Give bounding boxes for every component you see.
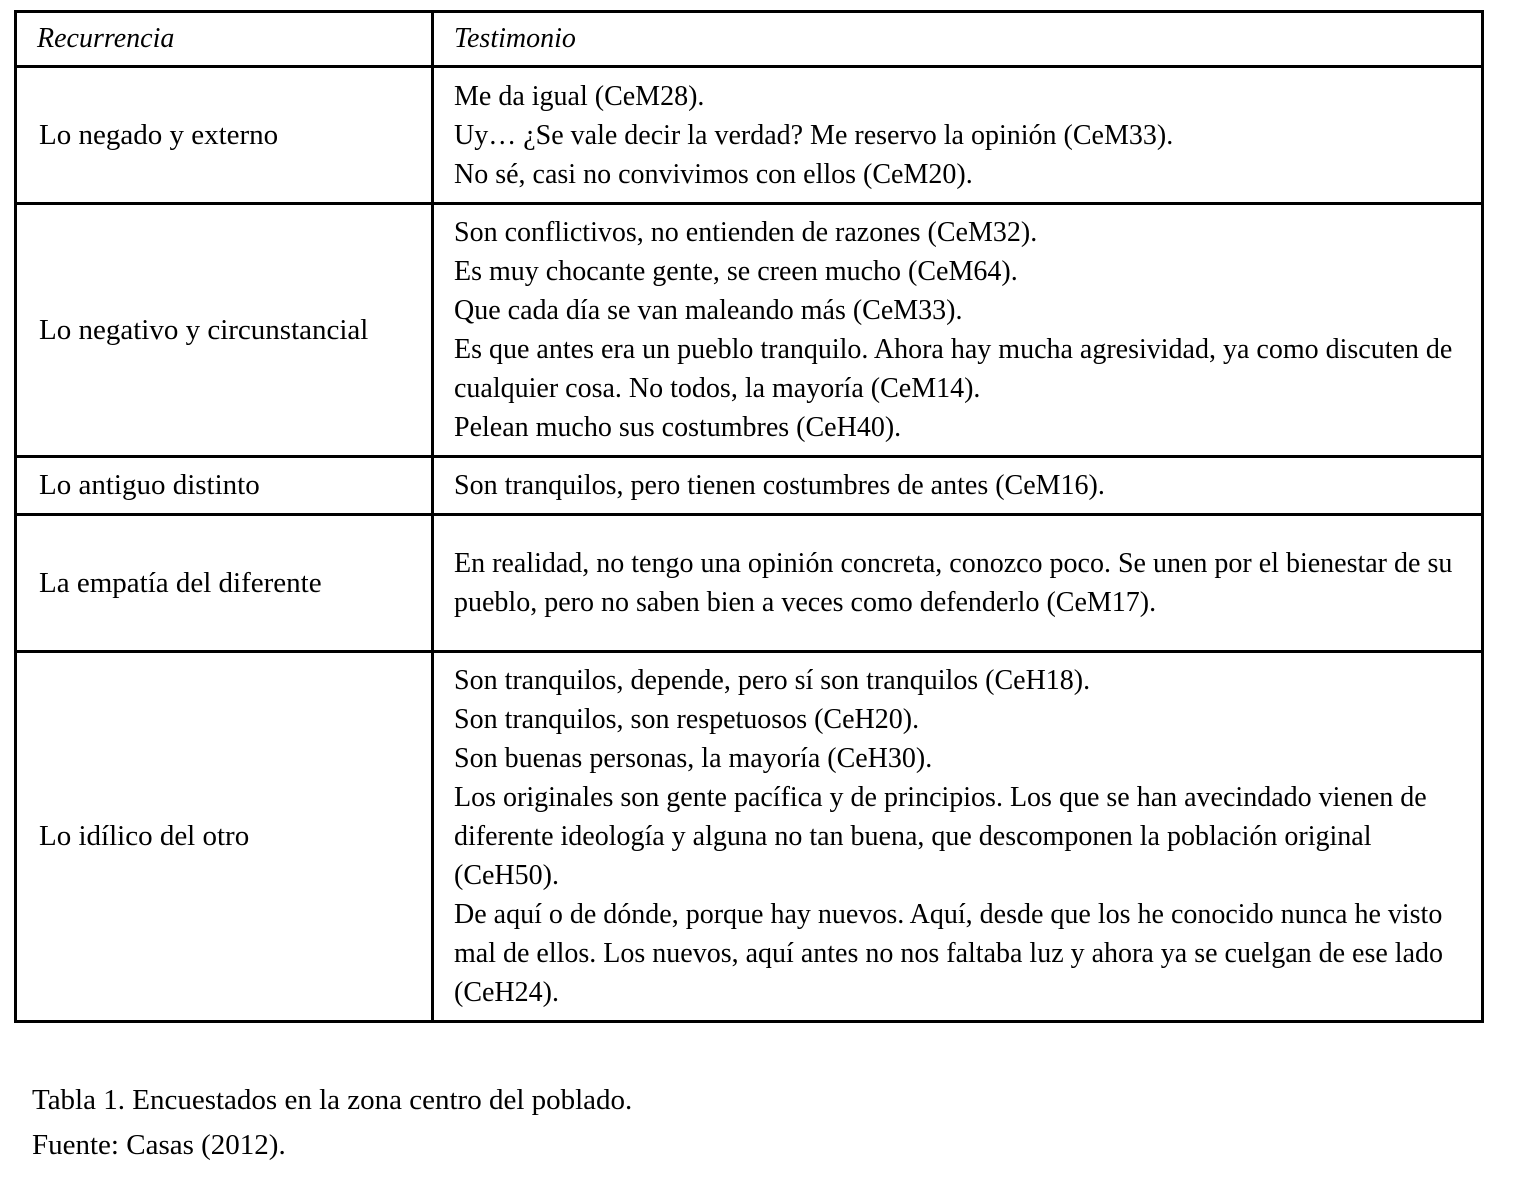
header-recurrencia: Recurrencia	[16, 12, 433, 67]
testimonio-line: Son tranquilos, depende, pero sí son tranquilos (CeH18).	[454, 665, 1091, 696]
testimonio-cell	[433, 457, 1483, 515]
testimonio-line: Me da igual (CeM28).	[454, 80, 705, 112]
table-caption	[32, 1078, 632, 1168]
testimonio-line: Es muy chocante gente, se creen mucho (CeM64).	[454, 256, 1018, 287]
testimonio-cell	[433, 515, 1483, 652]
testimonio-cell	[433, 67, 1483, 204]
caption-source: Fuente: Casas (2012).	[32, 1129, 286, 1161]
testimonio-line: Es que antes era un pueblo tranquilo. Ahora hay mucha agresividad, ya como discuten de cualquier cosa. No todos, la mayoría (CeM14).	[454, 334, 1453, 404]
table-row	[16, 652, 1483, 1022]
testimonio-line: Son tranquilos, son respetuosos (CeH20).	[454, 704, 920, 735]
testimonio-line: De aquí o de dónde, porque hay nuevos. Aquí, desde que los he conocido nunca he visto mal de ellos. Los nuevos, aquí antes no nos faltaba luz y ahora ya se cuelgan de ese lado (CeH24).	[454, 899, 1444, 1008]
testimonio-cell	[433, 204, 1483, 457]
recurrencia-cell: Lo negado y externo	[16, 67, 433, 204]
testimonio-cell	[433, 652, 1483, 1022]
recurrencia-cell: La empatía del diferente	[16, 515, 433, 652]
recurrencia-cell: Lo negativo y circunstancial	[16, 204, 433, 457]
recurrencia-cell: Lo idílico del otro	[16, 652, 433, 1022]
recurrencia-testimonio-table	[14, 10, 1484, 1023]
table-row	[16, 515, 1483, 652]
testimonio-line: En realidad, no tengo una opinión concreta, conozco poco. Se unen por el bienestar de su pueblo, pero no saben bien a veces como defenderlo (CeM17).	[454, 548, 1453, 618]
table-row	[16, 457, 1483, 515]
page	[14, 10, 1484, 1161]
recurrencia-cell: Lo antiguo distinto	[16, 457, 433, 515]
table-header	[16, 12, 1483, 67]
table-body	[16, 67, 1483, 1022]
testimonio-line: Son conflictivos, no entienden de razones (CeM32).	[454, 217, 1038, 248]
testimonio-line: Pelean mucho sus costumbres (CeH40).	[454, 412, 902, 443]
testimonio-line: Los originales son gente pacífica y de principios. Los que se han avecindado vienen de diferente ideología y alguna no tan buena, que descomponen la población original (CeH50).	[454, 782, 1427, 891]
testimonio-line: Que cada día se van maleando más (CeM33).	[454, 295, 963, 326]
header-row	[16, 12, 1483, 67]
table-row	[16, 204, 1483, 457]
testimonio-line: Uy… ¿Se vale decir la verdad? Me reservo la opinión (CeM33).	[454, 119, 1174, 151]
testimonio-line: Son buenas personas, la mayoría (CeH30).	[454, 743, 933, 774]
header-testimonio: Testimonio	[433, 12, 1483, 67]
testimonio-line: Son tranquilos, pero tienen costumbres de antes (CeM16).	[454, 470, 1105, 501]
caption-title: Tabla 1. Encuestados en la zona centro del poblado.	[32, 1084, 633, 1116]
testimonio-line: No sé, casi no convivimos con ellos (CeM20).	[454, 158, 973, 190]
table-row	[16, 67, 1483, 204]
